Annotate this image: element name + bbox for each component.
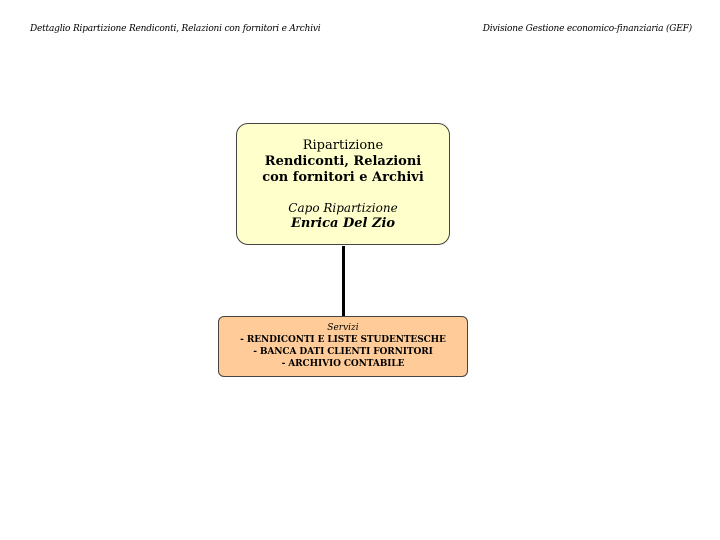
service-item: - BANCA DATI CLIENTI FORNITORI xyxy=(253,347,433,357)
head-name: Enrica Del Zio xyxy=(290,216,396,231)
head-role: Capo Ripartizione xyxy=(288,201,398,215)
division-title: Divisione Gestione economico-finanziaria (GEF) xyxy=(482,24,692,34)
unit-name-line1: Rendiconti, Relazioni xyxy=(264,154,422,169)
services-box xyxy=(218,316,468,377)
services-title: Servizi xyxy=(327,323,359,333)
unit-name-line2: con fornitori e Archivi xyxy=(262,170,424,185)
services-list xyxy=(219,334,467,370)
service-item: - ARCHIVIO CONTABILE xyxy=(281,359,405,369)
unit-type: Ripartizione xyxy=(302,138,384,153)
ripartizione-box xyxy=(236,123,450,245)
page-title: Dettaglio Ripartizione Rendiconti, Relazioni con fornitori e Archivi xyxy=(30,24,321,34)
service-item: - RENDICONTI E LISTE STUDENTESCHE xyxy=(240,335,446,345)
org-connector-line xyxy=(342,246,345,316)
